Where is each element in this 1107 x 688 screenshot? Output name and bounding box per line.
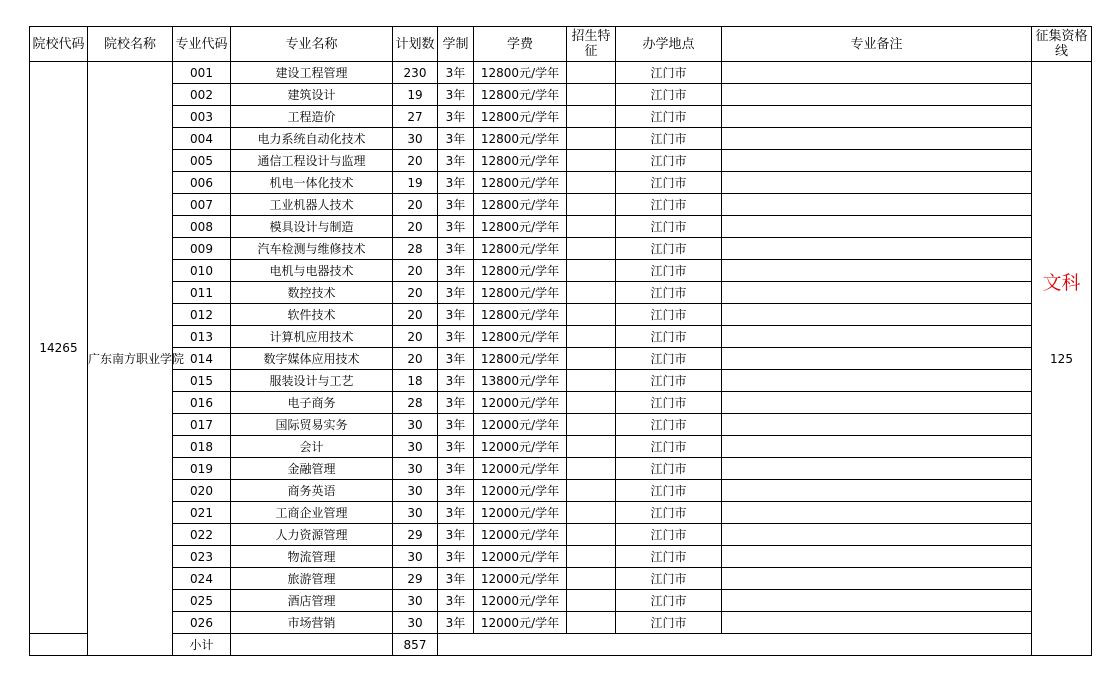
major-code-cell: 011 xyxy=(173,282,231,304)
header-plan: 计划数 xyxy=(393,27,438,62)
major-code-cell: 015 xyxy=(173,370,231,392)
location-cell: 江门市 xyxy=(616,392,722,414)
header-tuition: 学费 xyxy=(474,27,567,62)
location-cell: 江门市 xyxy=(616,546,722,568)
major-name-cell: 建设工程管理 xyxy=(231,62,393,84)
track-label: 文科 xyxy=(1042,272,1081,294)
subtotal-label: 小计 xyxy=(173,634,231,656)
major-code-cell: 003 xyxy=(173,106,231,128)
header-duration: 学制 xyxy=(438,27,474,62)
plan-cell: 20 xyxy=(393,348,438,370)
feature-cell xyxy=(567,84,616,106)
feature-cell xyxy=(567,436,616,458)
tuition-cell: 12000元/学年 xyxy=(474,414,567,436)
tuition-cell: 12800元/学年 xyxy=(474,150,567,172)
feature-cell xyxy=(567,546,616,568)
feature-cell xyxy=(567,392,616,414)
table-row xyxy=(30,62,1092,84)
location-cell: 江门市 xyxy=(616,370,722,392)
duration-cell: 3年 xyxy=(438,238,474,260)
table-header xyxy=(30,27,1092,62)
major-name-cell: 数字媒体应用技术 xyxy=(231,348,393,370)
feature-cell xyxy=(567,414,616,436)
table-row xyxy=(30,524,1092,546)
subtotal-plan: 857 xyxy=(393,634,438,656)
plan-cell: 20 xyxy=(393,282,438,304)
plan-cell: 30 xyxy=(393,612,438,634)
duration-cell: 3年 xyxy=(438,480,474,502)
duration-cell: 3年 xyxy=(438,568,474,590)
tuition-cell: 12800元/学年 xyxy=(474,326,567,348)
major-name-cell: 汽车检测与维修技术 xyxy=(231,238,393,260)
feature-cell xyxy=(567,216,616,238)
duration-cell: 3年 xyxy=(438,546,474,568)
remarks-cell xyxy=(722,84,1032,106)
major-code-cell: 007 xyxy=(173,194,231,216)
table-row xyxy=(30,568,1092,590)
major-name-cell: 通信工程设计与监理 xyxy=(231,150,393,172)
major-code-cell: 017 xyxy=(173,414,231,436)
location-cell: 江门市 xyxy=(616,436,722,458)
remarks-cell xyxy=(722,612,1032,634)
tuition-cell: 12800元/学年 xyxy=(474,238,567,260)
remarks-cell xyxy=(722,568,1032,590)
plan-cell: 19 xyxy=(393,172,438,194)
major-code-cell: 004 xyxy=(173,128,231,150)
header-cutoff: 征集资格线 xyxy=(1032,27,1092,62)
feature-cell xyxy=(567,172,616,194)
major-name-cell: 商务英语 xyxy=(231,480,393,502)
table-row xyxy=(30,348,1092,370)
major-name-cell: 模具设计与制造 xyxy=(231,216,393,238)
table-row xyxy=(30,370,1092,392)
major-name-cell: 物流管理 xyxy=(231,546,393,568)
major-code-cell: 023 xyxy=(173,546,231,568)
major-code-cell: 021 xyxy=(173,502,231,524)
remarks-cell xyxy=(722,172,1032,194)
plan-cell: 28 xyxy=(393,238,438,260)
major-code-cell: 006 xyxy=(173,172,231,194)
tuition-cell: 12800元/学年 xyxy=(474,194,567,216)
duration-cell: 3年 xyxy=(438,348,474,370)
feature-cell xyxy=(567,128,616,150)
tuition-cell: 12800元/学年 xyxy=(474,84,567,106)
duration-cell: 3年 xyxy=(438,502,474,524)
location-cell: 江门市 xyxy=(616,150,722,172)
feature-cell xyxy=(567,106,616,128)
major-name-cell: 人力资源管理 xyxy=(231,524,393,546)
remarks-cell xyxy=(722,458,1032,480)
major-name-cell: 电子商务 xyxy=(231,392,393,414)
remarks-cell xyxy=(722,150,1032,172)
major-code-cell: 018 xyxy=(173,436,231,458)
location-cell: 江门市 xyxy=(616,414,722,436)
table-row xyxy=(30,216,1092,238)
duration-cell: 3年 xyxy=(438,392,474,414)
major-name-cell: 会计 xyxy=(231,436,393,458)
plan-cell: 20 xyxy=(393,260,438,282)
remarks-cell xyxy=(722,128,1032,150)
remarks-cell xyxy=(722,370,1032,392)
tuition-cell: 12000元/学年 xyxy=(474,524,567,546)
duration-cell: 3年 xyxy=(438,436,474,458)
major-code-cell: 009 xyxy=(173,238,231,260)
table-row xyxy=(30,260,1092,282)
subtotal-row xyxy=(30,634,1092,656)
location-cell: 江门市 xyxy=(616,590,722,612)
location-cell: 江门市 xyxy=(616,238,722,260)
subtotal-empty-cell xyxy=(438,634,1032,656)
remarks-cell xyxy=(722,392,1032,414)
major-name-cell: 服装设计与工艺 xyxy=(231,370,393,392)
major-code-cell: 025 xyxy=(173,590,231,612)
duration-cell: 3年 xyxy=(438,414,474,436)
table-row xyxy=(30,282,1092,304)
duration-cell: 3年 xyxy=(438,612,474,634)
major-name-cell: 电机与电器技术 xyxy=(231,260,393,282)
table-row xyxy=(30,84,1092,106)
major-name-cell: 工业机器人技术 xyxy=(231,194,393,216)
location-cell: 江门市 xyxy=(616,260,722,282)
table-row xyxy=(30,612,1092,634)
major-name-cell: 建筑设计 xyxy=(231,84,393,106)
header-feature: 招生特征 xyxy=(567,27,616,62)
duration-cell: 3年 xyxy=(438,326,474,348)
location-cell: 江门市 xyxy=(616,128,722,150)
tuition-cell: 12000元/学年 xyxy=(474,458,567,480)
subtotal-empty-cell xyxy=(30,634,88,656)
school-code-cell: 14265 xyxy=(30,62,88,634)
tuition-cell: 12800元/学年 xyxy=(474,348,567,370)
school-name-cell: 广东南方职业学院 xyxy=(88,62,173,656)
header-major-name: 专业名称 xyxy=(231,27,393,62)
major-name-cell: 电力系统自动化技术 xyxy=(231,128,393,150)
major-name-cell: 软件技术 xyxy=(231,304,393,326)
header-location: 办学地点 xyxy=(616,27,722,62)
plan-cell: 30 xyxy=(393,480,438,502)
remarks-cell xyxy=(722,194,1032,216)
cutoff-cell xyxy=(1032,62,1092,656)
tuition-cell: 12800元/学年 xyxy=(474,106,567,128)
remarks-cell xyxy=(722,62,1032,84)
major-code-cell: 020 xyxy=(173,480,231,502)
plan-cell: 30 xyxy=(393,546,438,568)
duration-cell: 3年 xyxy=(438,282,474,304)
tuition-cell: 12800元/学年 xyxy=(474,172,567,194)
feature-cell xyxy=(567,370,616,392)
location-cell: 江门市 xyxy=(616,62,722,84)
table-row xyxy=(30,436,1092,458)
feature-cell xyxy=(567,480,616,502)
major-code-cell: 019 xyxy=(173,458,231,480)
remarks-cell xyxy=(722,304,1032,326)
location-cell: 江门市 xyxy=(616,216,722,238)
major-code-cell: 008 xyxy=(173,216,231,238)
location-cell: 江门市 xyxy=(616,568,722,590)
table-body xyxy=(30,62,1092,656)
location-cell: 江门市 xyxy=(616,194,722,216)
tuition-cell: 12000元/学年 xyxy=(474,480,567,502)
plan-cell: 230 xyxy=(393,62,438,84)
plan-cell: 29 xyxy=(393,568,438,590)
major-name-cell: 酒店管理 xyxy=(231,590,393,612)
location-cell: 江门市 xyxy=(616,524,722,546)
major-code-cell: 014 xyxy=(173,348,231,370)
duration-cell: 3年 xyxy=(438,172,474,194)
duration-cell: 3年 xyxy=(438,150,474,172)
tuition-cell: 12000元/学年 xyxy=(474,612,567,634)
plan-cell: 30 xyxy=(393,458,438,480)
location-cell: 江门市 xyxy=(616,84,722,106)
remarks-cell xyxy=(722,590,1032,612)
major-name-cell: 计算机应用技术 xyxy=(231,326,393,348)
feature-cell xyxy=(567,304,616,326)
duration-cell: 3年 xyxy=(438,370,474,392)
major-code-cell: 001 xyxy=(173,62,231,84)
feature-cell xyxy=(567,502,616,524)
remarks-cell xyxy=(722,436,1032,458)
duration-cell: 3年 xyxy=(438,458,474,480)
remarks-cell xyxy=(722,524,1032,546)
feature-cell xyxy=(567,238,616,260)
plan-cell: 30 xyxy=(393,128,438,150)
table-row xyxy=(30,238,1092,260)
location-cell: 江门市 xyxy=(616,326,722,348)
major-name-cell: 数控技术 xyxy=(231,282,393,304)
tuition-cell: 12000元/学年 xyxy=(474,436,567,458)
tuition-cell: 12800元/学年 xyxy=(474,62,567,84)
duration-cell: 3年 xyxy=(438,84,474,106)
duration-cell: 3年 xyxy=(438,194,474,216)
plan-cell: 27 xyxy=(393,106,438,128)
plan-cell: 18 xyxy=(393,370,438,392)
tuition-cell: 12000元/学年 xyxy=(474,392,567,414)
table-row xyxy=(30,414,1092,436)
major-code-cell: 026 xyxy=(173,612,231,634)
feature-cell xyxy=(567,62,616,84)
tuition-cell: 12000元/学年 xyxy=(474,546,567,568)
table-row xyxy=(30,590,1092,612)
feature-cell xyxy=(567,590,616,612)
major-code-cell: 013 xyxy=(173,326,231,348)
table-row xyxy=(30,304,1092,326)
location-cell: 江门市 xyxy=(616,172,722,194)
plan-cell: 20 xyxy=(393,194,438,216)
major-code-cell: 005 xyxy=(173,150,231,172)
plan-cell: 28 xyxy=(393,392,438,414)
tuition-cell: 12000元/学年 xyxy=(474,502,567,524)
feature-cell xyxy=(567,260,616,282)
plan-cell: 30 xyxy=(393,502,438,524)
duration-cell: 3年 xyxy=(438,524,474,546)
major-code-cell: 022 xyxy=(173,524,231,546)
table-row xyxy=(30,392,1092,414)
location-cell: 江门市 xyxy=(616,106,722,128)
header-remarks: 专业备注 xyxy=(722,27,1032,62)
table-row xyxy=(30,480,1092,502)
tuition-cell: 12800元/学年 xyxy=(474,216,567,238)
major-name-cell: 工程造价 xyxy=(231,106,393,128)
major-name-cell: 国际贸易实务 xyxy=(231,414,393,436)
table-row xyxy=(30,150,1092,172)
major-code-cell: 002 xyxy=(173,84,231,106)
feature-cell xyxy=(567,282,616,304)
remarks-cell xyxy=(722,282,1032,304)
major-name-cell: 机电一体化技术 xyxy=(231,172,393,194)
feature-cell xyxy=(567,150,616,172)
feature-cell xyxy=(567,568,616,590)
duration-cell: 3年 xyxy=(438,590,474,612)
location-cell: 江门市 xyxy=(616,304,722,326)
duration-cell: 3年 xyxy=(438,216,474,238)
header-row xyxy=(30,27,1092,62)
duration-cell: 3年 xyxy=(438,304,474,326)
tuition-cell: 12000元/学年 xyxy=(474,590,567,612)
major-code-cell: 016 xyxy=(173,392,231,414)
feature-cell xyxy=(567,194,616,216)
feature-cell xyxy=(567,326,616,348)
location-cell: 江门市 xyxy=(616,282,722,304)
major-name-cell: 金融管理 xyxy=(231,458,393,480)
header-school-name: 院校名称 xyxy=(88,27,173,62)
tuition-cell: 12000元/学年 xyxy=(474,568,567,590)
enrollment-table xyxy=(29,26,1092,656)
major-name-cell: 旅游管理 xyxy=(231,568,393,590)
major-name-cell: 工商企业管理 xyxy=(231,502,393,524)
remarks-cell xyxy=(722,260,1032,282)
remarks-cell xyxy=(722,414,1032,436)
table-row xyxy=(30,128,1092,150)
location-cell: 江门市 xyxy=(616,502,722,524)
remarks-cell xyxy=(722,502,1032,524)
major-code-cell: 012 xyxy=(173,304,231,326)
cutoff-value: 125 xyxy=(1050,351,1073,366)
remarks-cell xyxy=(722,348,1032,370)
plan-cell: 20 xyxy=(393,150,438,172)
plan-cell: 20 xyxy=(393,304,438,326)
table-row xyxy=(30,194,1092,216)
major-name-cell: 市场营销 xyxy=(231,612,393,634)
remarks-cell xyxy=(722,480,1032,502)
remarks-cell xyxy=(722,106,1032,128)
location-cell: 江门市 xyxy=(616,612,722,634)
plan-cell: 30 xyxy=(393,436,438,458)
location-cell: 江门市 xyxy=(616,348,722,370)
duration-cell: 3年 xyxy=(438,62,474,84)
table-row xyxy=(30,106,1092,128)
table-row xyxy=(30,326,1092,348)
header-school-code: 院校代码 xyxy=(30,27,88,62)
tuition-cell: 12800元/学年 xyxy=(474,282,567,304)
header-major-code: 专业代码 xyxy=(173,27,231,62)
plan-cell: 20 xyxy=(393,326,438,348)
table-row xyxy=(30,458,1092,480)
location-cell: 江门市 xyxy=(616,480,722,502)
remarks-cell xyxy=(722,216,1032,238)
subtotal-empty-cell xyxy=(231,634,393,656)
remarks-cell xyxy=(722,546,1032,568)
remarks-cell xyxy=(722,326,1032,348)
plan-cell: 30 xyxy=(393,590,438,612)
plan-cell: 29 xyxy=(393,524,438,546)
duration-cell: 3年 xyxy=(438,128,474,150)
plan-cell: 20 xyxy=(393,216,438,238)
plan-cell: 19 xyxy=(393,84,438,106)
tuition-cell: 13800元/学年 xyxy=(474,370,567,392)
tuition-cell: 12800元/学年 xyxy=(474,260,567,282)
duration-cell: 3年 xyxy=(438,260,474,282)
feature-cell xyxy=(567,524,616,546)
table-row xyxy=(30,502,1092,524)
remarks-cell xyxy=(722,238,1032,260)
feature-cell xyxy=(567,612,616,634)
tuition-cell: 12800元/学年 xyxy=(474,304,567,326)
plan-cell: 30 xyxy=(393,414,438,436)
major-code-cell: 024 xyxy=(173,568,231,590)
major-code-cell: 010 xyxy=(173,260,231,282)
feature-cell xyxy=(567,458,616,480)
table-row xyxy=(30,546,1092,568)
tuition-cell: 12800元/学年 xyxy=(474,128,567,150)
feature-cell xyxy=(567,348,616,370)
duration-cell: 3年 xyxy=(438,106,474,128)
table-row xyxy=(30,172,1092,194)
location-cell: 江门市 xyxy=(616,458,722,480)
